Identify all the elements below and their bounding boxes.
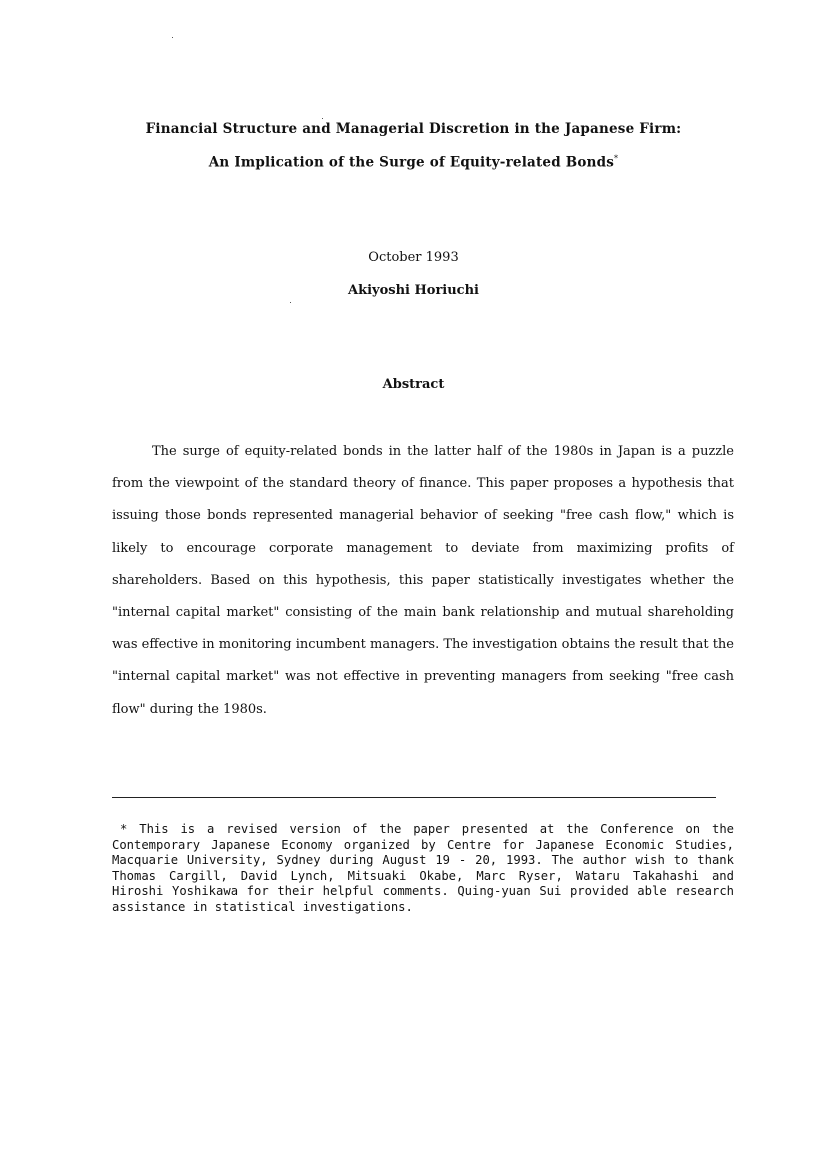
title-footnote-mark: * (614, 154, 619, 163)
footnote (112, 822, 734, 915)
paper-date: October 1993 (368, 250, 459, 265)
scan-speck (172, 37, 173, 38)
paper-title-line-1: Financial Structure and Managerial Discretion in the Japanese Firm: (145, 121, 682, 137)
paper-author: Akiyoshi Horiuchi (348, 283, 479, 298)
scan-speck (322, 118, 323, 119)
abstract-heading: Abstract (382, 377, 445, 392)
abstract-body: The surge of equity-related bonds in the latter half of the 1980s in Japan is a puzzle from the viewpoint of the standard theory of finance. This paper proposes a hypothesis that issuing those bonds represented managerial behavior of seeking "free cash flow," which is likely to encourage corporate management to deviate from maximizing profits of shareholders. Based on this hypothesis, this paper statistically investigates whether the "internal capital market" consisting of the main bank relationship and mutual shareholding was effective in monitoring incumbent managers. The investigation obtains the result that the "internal capital market" was not effective in preventing managers from seeking "free cash flow" during the 1980s. (112, 444, 734, 717)
footnote-mark: * (120, 822, 128, 836)
scan-speck (290, 302, 291, 303)
footnote-divider (112, 797, 716, 798)
paper-title-line-2: An Implication of the Surge of Equity-related Bonds* (208, 154, 619, 171)
footnote-text: This is a revised version of the paper presented at the Conference on the Contemporary Japanese Economy organized by Centre for Japanese Economic Studies, Macquarie University, Sydney during August 19 - 20, 1993. The author wish to thank Thomas Cargill, David Lynch, Mitsuaki Okabe, Marc Ryser, Wataru Takahashi and Hiroshi Yoshikawa for their helpful comments. Quing-yuan Sui provided able research assistance in statistical investigations. (112, 822, 734, 914)
